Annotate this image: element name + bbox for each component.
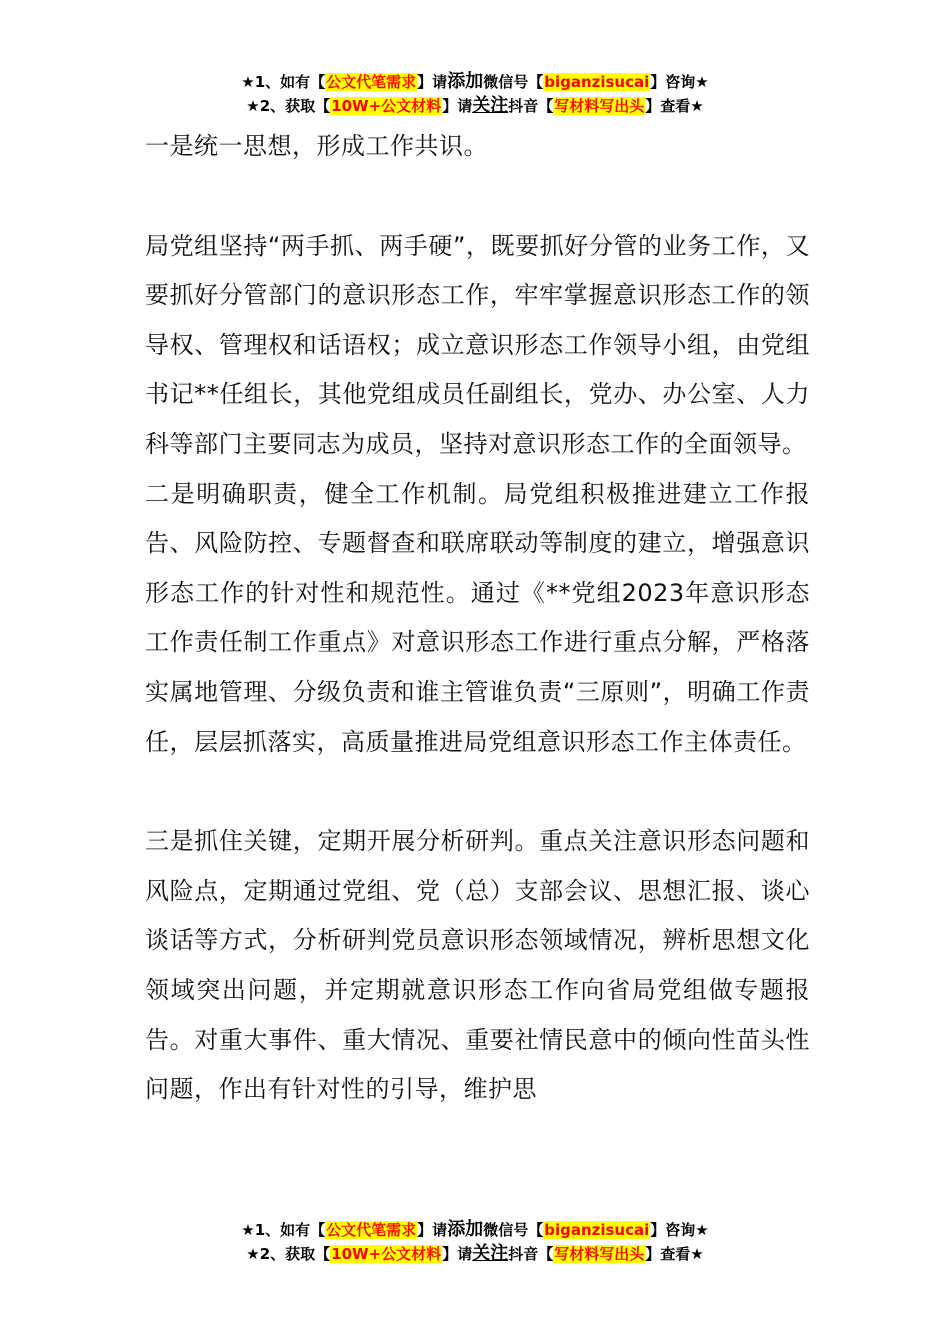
banner-text: 】请	[442, 1245, 473, 1263]
paragraph-1: 一是统一思想，形成工作共识。	[145, 132, 488, 160]
banner-text: 】请	[442, 97, 473, 115]
paragraph-2: 局党组坚持“两手抓、两手硬”，既要抓好分管的业务工作，又要抓好分管部门的意识形态工作，牢牢掌握意识形态工作的领导权、管理权和话语权；成立意识形态工作领导小组，由党组书记**任组长，其他党组成员任副组长，党办、办公室、人力科等部门主要同志为成员，坚持对意识形态工作的全面领导。	[145, 231, 810, 458]
banner-text: 】查看★	[645, 1245, 704, 1263]
highlight-wechat-id: biganzisucai	[544, 73, 650, 91]
banner-text: 抖音【	[508, 1245, 554, 1263]
banner-emphasis: 添加	[447, 1219, 484, 1240]
document-body	[145, 122, 810, 1115]
banner-text: 抖音【	[508, 97, 554, 115]
banner-line-1	[0, 1218, 950, 1242]
highlight-service: 公文代笔需求	[326, 1221, 417, 1239]
banner-text: ★2、获取【	[246, 1245, 331, 1263]
banner-text: 】请	[417, 73, 448, 91]
banner-line-2	[0, 1242, 950, 1266]
banner-text: 】查看★	[645, 97, 704, 115]
highlight-douyin-id: 写材料写出头	[554, 1245, 645, 1263]
banner-text: 】请	[417, 1221, 448, 1239]
banner-text: 微信号【	[483, 1221, 544, 1239]
banner-text: ★1、如有【	[241, 73, 326, 91]
highlight-materials: 10W+公文材料	[331, 97, 442, 115]
highlight-materials: 10W+公文材料	[331, 1245, 442, 1263]
banner-text: 】咨询★	[650, 73, 709, 91]
banner-emphasis: 关注	[472, 1243, 509, 1264]
paragraph-gap	[145, 172, 810, 222]
paragraph-4: 三是抓住关键，定期开展分析研判。重点关注意识形态问题和风险点，定期通过党组、党（总）支部会议、思想汇报、谈心谈话等方式，分析研判党员意识形态领域情况，辨析思想文化领域突出问题，并定期就意识形态工作向省局党组做专题报告。对重大事件、重大情况、重要社情民意中的倾向性苗头性问题，作出有针对性的引导，维护思	[145, 827, 810, 1104]
banner-emphasis: 关注	[472, 95, 509, 116]
banner-line-2	[0, 94, 950, 118]
paragraph-gap	[145, 767, 810, 817]
header-banner	[0, 70, 950, 118]
banner-emphasis: 添加	[447, 71, 484, 92]
footer-banner	[0, 1218, 950, 1266]
highlight-service: 公文代笔需求	[326, 73, 417, 91]
highlight-douyin-id: 写材料写出头	[554, 97, 645, 115]
banner-text: 】咨询★	[650, 1221, 709, 1239]
banner-text: 微信号【	[483, 73, 544, 91]
banner-text: ★1、如有【	[241, 1221, 326, 1239]
banner-text: ★2、获取【	[246, 97, 331, 115]
highlight-wechat-id: biganzisucai	[544, 1221, 650, 1239]
paragraph-3: 二是明确职责，健全工作机制。局党组积极推进建立工作报告、风险防控、专题督查和联席联动等制度的建立，增强意识形态工作的针对性和规范性。通过《**党组2023年意识形态工作责任制工作重点》对意识形态工作进行重点分解，严格落实属地管理、分级负责和谁主管谁负责“三原则”，明确工作责任，层层抓落实，高质量推进局党组意识形态工作主体责任。	[145, 479, 810, 756]
banner-line-1	[0, 70, 950, 94]
